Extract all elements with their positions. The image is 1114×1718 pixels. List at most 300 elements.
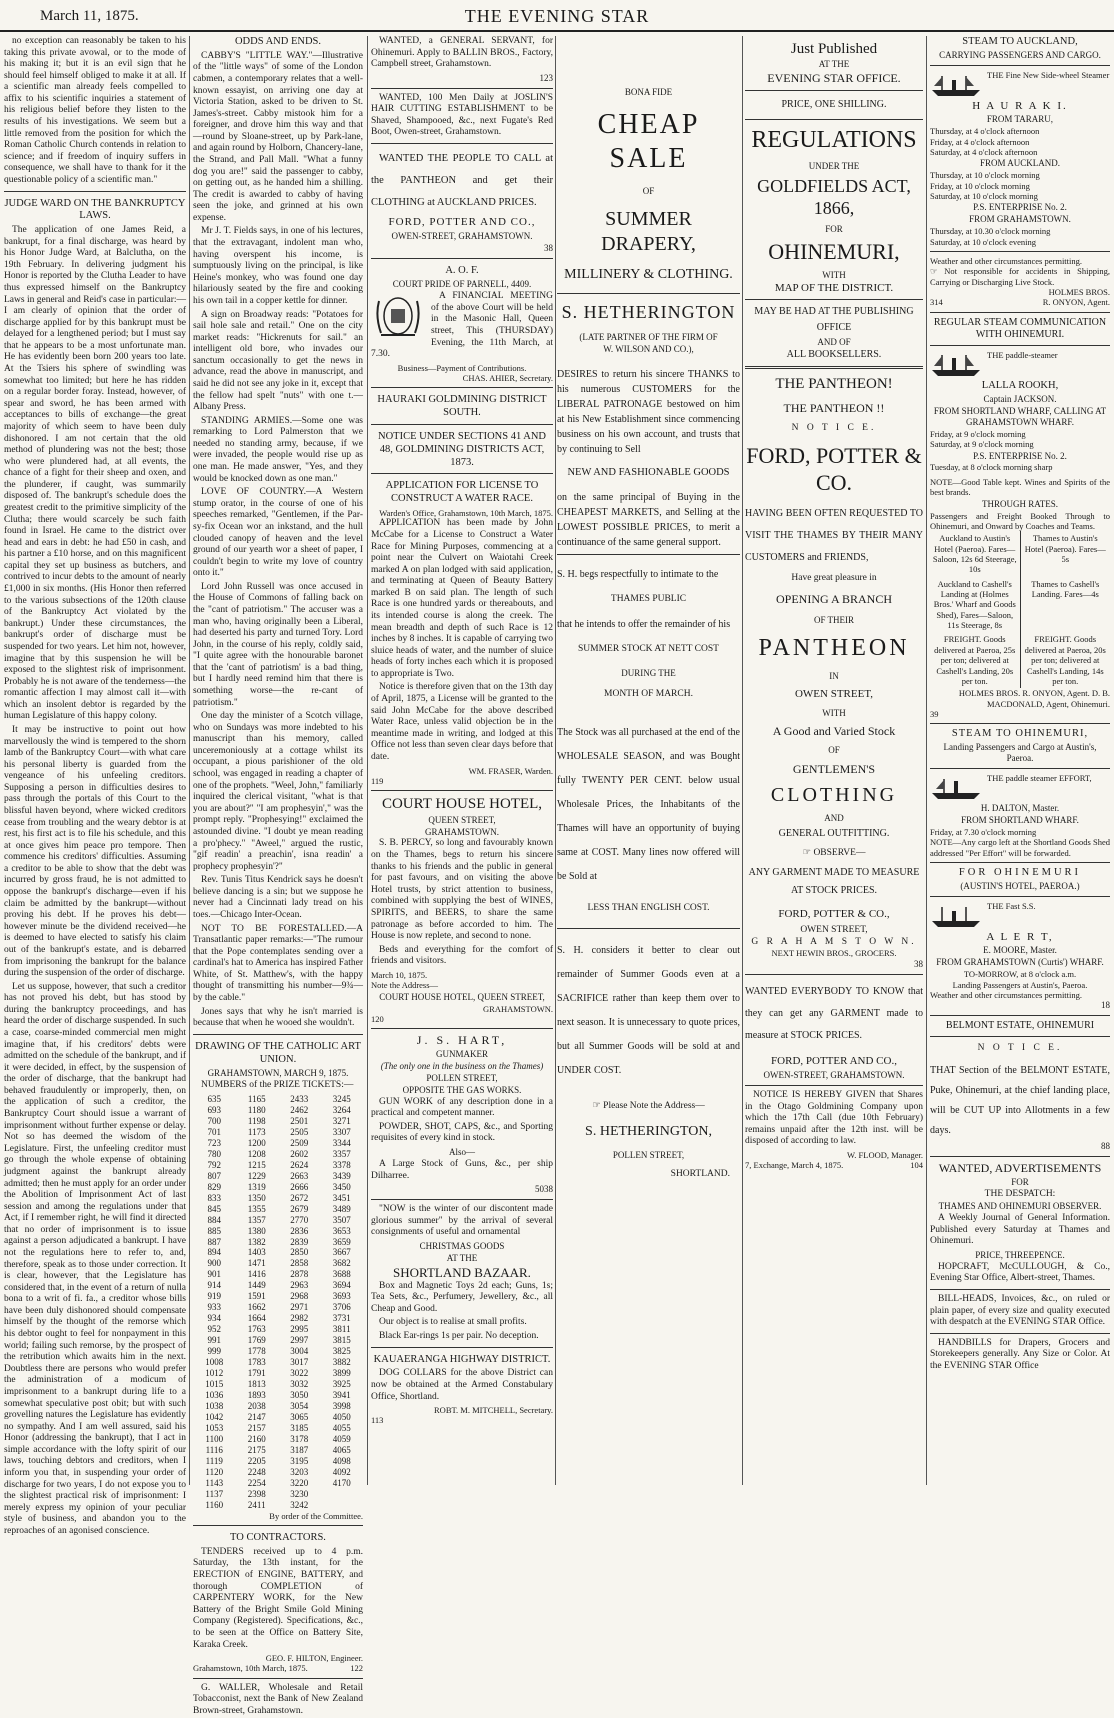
ticket-number: 1042 [205, 1412, 224, 1423]
and-label: AND [824, 813, 844, 824]
aof-heading: A. O. F. [445, 264, 479, 276]
time-11: Tuesday, at 8 o'clock morning sharp [930, 462, 1053, 473]
contractors-text: TENDERS received up to 4 p.m. Saturday, the 13th instant, for the ERECTION of ENGINE, BATTERY, and thorough COMPLETION of CARPENTERY WORK, for the New Battery of the Bright Smile Gold Mining Company (Registered). Specifications, &c., to be seen at the Office on Battery Site, Karaka Creek. [193, 1546, 363, 1650]
fare-a2: Auckland to Cashell's Landing at (Holmes Bros.' Wharf and Goods Shed), Fares—Saloon, 11s Steerage, 8s [933, 578, 1016, 631]
ticket-number: 845 [207, 1203, 221, 1214]
ticket-number: 1180 [247, 1104, 266, 1115]
hart-gun-work: GUN WORK of any description done in a practical and competent manner. [371, 1096, 553, 1119]
ticket-number: 3688 [332, 1269, 351, 1280]
ticket-number: 3882 [332, 1357, 351, 1368]
ticket-number: 1119 [205, 1455, 223, 1466]
court-house-number: 120 [371, 1013, 384, 1024]
hart-number: 5038 [535, 1184, 553, 1195]
great-pleasure: Have great pleasure in [791, 572, 877, 583]
otago-number: 104 [910, 1160, 923, 1171]
ticket-number: 2509 [290, 1137, 309, 1148]
ticket-row [193, 1401, 363, 1412]
ticket-row [193, 1094, 363, 1105]
ticket-row [193, 1215, 363, 1226]
fare-a1: Auckland to Austin's Hotel (Paeroa). Fares—Saloon, 12s 6d Steerage, 10s [932, 533, 1017, 575]
bazaar-object: Our object is to realise at small profits. [379, 1317, 527, 1328]
ticket-row [193, 1237, 363, 1248]
ticket-number: 3659 [332, 1236, 351, 1247]
column-5 [745, 36, 923, 1483]
ticket-number: 1200 [247, 1137, 266, 1148]
having-text: HAVING BEEN OFTEN REQUESTED TO VISIT THE THAMES BY THEIR MANY CUSTOMERS and FRIENDS, [745, 507, 923, 563]
ticket-number: 807 [207, 1170, 221, 1181]
ticket-number: 723 [207, 1137, 221, 1148]
ticket-row [193, 1434, 363, 1445]
ticket-row [193, 1127, 363, 1138]
ticket-number: 4055 [332, 1422, 351, 1433]
art-union-heading: DRAWING OF THE CATHOLIC ART UNION. [195, 1040, 361, 1065]
ticket-number: 3187 [290, 1444, 309, 1455]
odds-p7: One day the minister of a Scotch village, who on Sundays was more indebted to his manuscript than his memory, called unceremoniously at a cottage whilst its occupant, a pious parishioner of the old school, was engaged in reading a chapter of one of the prophets. "Weel, John," familiarly inquired the clerical visitant, "what is that you are about?" "I am prophesyin'," was the prompt reply. "Prophesying!" exclaimed the astounded divine. "I doubt ye mean reading a pro'phecy." "Aweel," argued the rustic, "gif readin' a preachin', isna readin' a prophecy prophesyin'?" [193, 711, 363, 872]
notice-sections-heading: NOTICE UNDER SECTIONS 41 AND 48, GOLDMINING DISTRICTS ACT, 1873. [378, 431, 546, 468]
steam-auckland: STEAM TO AUCKLAND, [962, 36, 1078, 47]
ticket-number: 3667 [332, 1247, 351, 1258]
note-address: ☞ Please Note the Address— [592, 1101, 705, 1112]
just-published: Just Published [790, 41, 878, 57]
paddle-steamer-icon [930, 352, 982, 378]
bankruptcy-p3: Let us suppose, however, that such a creditor has not proved his debt, but has stood by during the bankruptcy proceedings, and has heard the order of discharge suspended. In such a case, coarse-minded commercial men might imagine that, if his creditors' debts were admitted on the schedule of the bankrupt, and if it were decided, in effect, by the suspension of the order of discharge, that the bankrupt had behaved fraudulently or improperly, then, on the application of such a creditor, the Bankruptcy Court should issue a warrant of imprisonment without further expense or delay. Not so has deemed the wisdom of the Legislature. First, the unfeeling creditor must go through the whole expense of obtaining judgment against the bankrupt already admitted; then he must apply for an order under the Abolition of Imprisonment Act of last session and among the regulations under that Act, if I remember right, he will find it directed that no order of imprisonment is to issue against a person adjudicated a bankrupt. I have not the regulations here to refer to, and, therefore, speak as to those under correction. It is clear, however, that the Legislature has considered that, in the event of a return of nulla bona to a writ of fi. fa., a creditor whose bills have been duly dishonored should compensate himself by the thought of the remorse which his debtor ought to feel for nonpayment in this world; failing such remorse, by the prospect of the retribution which awaits him in the next. Doubtless there are persons who would prefer the administration of a modicum of imprisonment to a bankrupt during life to a somewhat speculative post obit; but with such grovelling natures the Legislature has evidently no sympathy. And I am well assured, said his Honor (addressing the bankrupt), that I act in simple accordance with the lofty spirit of our laws, touching debtors and creditors, when I inform you that, in suspending your order of discharge for two years, I do not expose you to the slightest practical risk of imprisonment: I merely express my opinion of your peculiar style of business, and abandon you to the reproaches of an agonised conscience. [4, 981, 186, 1536]
time-8: Saturday, at 10 o'clock evening [930, 236, 1037, 247]
ticket-number: 2254 [247, 1477, 266, 1488]
pointing-hand-icon: ☞ [802, 848, 814, 859]
ticket-row [193, 1456, 363, 1467]
grahamstown: G R A H A M S T O W N. [751, 936, 917, 947]
ticket-number: 1357 [247, 1214, 266, 1225]
hart-name: J. S. HART, [416, 1033, 508, 1048]
pointing-hand-icon: ☞ [592, 1101, 604, 1112]
opening-branch: OPENING A BRANCH [775, 592, 892, 607]
wanted-everybody: WANTED EVERYBODY TO KNOW that they can get any GARMENT made to measure at STOCK PRICES. [745, 985, 923, 1041]
owen-street-2: OWEN STREET, [800, 925, 868, 936]
ticket-number: 991 [207, 1335, 221, 1346]
ticket-number: 3230 [290, 1488, 309, 1499]
from-grahamstown: FROM GRAHAMSTOWN. [969, 214, 1071, 225]
ticket-row [193, 1247, 363, 1258]
hart-trade: GUNMAKER [435, 1048, 488, 1059]
odds-p2: Mr J. T. Fields says, in one of his lectures, that the extravagant, indolent man who, having overspent his income, is sumptuously living on the principal, is like Heine's monkey, who was found one day hilariously seated by the fire and cooking his own tail in a copper kettle for dinner. [193, 226, 363, 306]
shortland-bazaar: SHORTLAND BAZAAR. [393, 1264, 531, 1280]
with-label: WITH [822, 270, 846, 281]
bankruptcy-p2: It may be instructive to point out how marvellously the wind is tempered to the shorn lamb of the Bankruptcy Court—with what care his personal liberty is guarded from the vengeance of his unfeeling creditors. Supposing a person in difficulties desires to pass through the portals of this Court to the blissful haven beyond, where wicked creditors cease from troubling and the weary debtor is at rest, his first act is to file his schedule, and this at once gives him peace pro tempore. Then commence his creditors' difficulties. Assuming a creditor to be able to show that the debt was incurred by gross fraud, he is not admitted to oppose the bankrupt's discharge—even if his claim be admitted by the bankrupt—without proving his debt. If he proves his debt—however minute be the dividend received—he is deemed to have elected to satisfy his claim out of the bankrupt's estate, and is debarred from imprisoning the bankrupt for the balance during the suspension of the order of discharge. [4, 724, 186, 979]
intends-text: that he intends to offer the remainder of his [557, 619, 731, 631]
any-cargo: NOTE—Any cargo left at the Shortland Goods Shed addressed "Per Effort" will be forwarded. [930, 837, 1110, 858]
ohinemuri-title: OHINEMURI, [768, 239, 900, 265]
belmont-heading: BELMONT ESTATE, OHINEMURI [945, 1020, 1095, 1032]
ticket-number: 2997 [290, 1335, 309, 1346]
summer-stock: SUMMER STOCK AT NETT COST [578, 644, 719, 655]
ticket-number: 952 [207, 1324, 221, 1335]
dog-collars-text: DOG COLLARS for the above District can now be obtained at the Armed Constabulary Office, Shortland. [371, 1368, 553, 1402]
kaueranga-heading: KAUAERANGA HIGHWAY DISTRICT. [373, 1353, 551, 1365]
ticket-number: 887 [207, 1236, 221, 1247]
ticket-number: 1791 [247, 1368, 266, 1379]
bill-heads: BILL-HEADS, Invoices, &c., on ruled or plain paper, of every size and quality executed with despatch at the EVENING STAR Office. [930, 1294, 1110, 1328]
wanted-servant: WANTED, a GENERAL SERVANT, for Ohinemuri. Apply to BALLIN BROS., Factory, Campbell street, Grahamstown. [371, 36, 553, 70]
from-shortland-2: FROM SHORTLAND WHARF. [961, 815, 1079, 826]
ticket-number: 1160 [205, 1499, 224, 1510]
ticket-row [193, 1489, 363, 1500]
ticket-number: 2850 [290, 1247, 309, 1258]
ticket-row [193, 1423, 363, 1434]
ticket-number: 934 [207, 1313, 221, 1324]
hart-only: (The only one in the business on the Thames) [380, 1060, 544, 1071]
cheap-sale: CHEAP SALE [597, 108, 700, 175]
ticket-number: 2501 [290, 1115, 309, 1126]
ticket-number: 792 [207, 1159, 221, 1170]
from-tararu: FROM TARARU, [986, 114, 1054, 125]
ticket-row [193, 1478, 363, 1489]
of-their: OF THEIR [813, 614, 855, 625]
landing-passengers: Landing Passengers and Cargo at Austin's, Paeroa. [943, 742, 1097, 764]
bazaar-earrings: Black Ear-rings 1s per pair. No deception. [379, 1331, 539, 1341]
hart-stock: A Large Stock of Guns, &c., per ship Dilharree. [371, 1159, 553, 1181]
ticket-number: 2995 [290, 1324, 309, 1335]
warden-sign: WM. FRASER, Warden. [468, 765, 553, 776]
ticket-number: 1015 [205, 1379, 224, 1390]
time-7: Thursday, at 10.30 o'clock morning [930, 226, 1051, 237]
court-house-street: QUEEN STREET, [428, 814, 496, 825]
ticket-number: 999 [207, 1346, 221, 1357]
ticket-row [193, 1467, 363, 1478]
ticket-number: 2147 [247, 1412, 266, 1423]
court-crest-icon [371, 291, 425, 341]
ticket-number: 1036 [205, 1390, 224, 1401]
ticket-number: 1778 [247, 1346, 266, 1357]
ticket-number: 1403 [247, 1247, 266, 1258]
pantheon-2: THE PANTHEON !! [783, 400, 885, 415]
month-of-march: MONTH OF MARCH. [604, 688, 693, 699]
map-of-district: MAP OF THE DISTRICT. [774, 281, 894, 294]
ticket-number: 3815 [332, 1335, 351, 1346]
ticket-number: 884 [207, 1214, 221, 1225]
ticket-row [193, 1138, 363, 1149]
summer-drapery: SUMMER DRAPERY, [601, 208, 696, 255]
next-hewin: NEXT HEWIN BROS., GROCERS. [771, 948, 897, 959]
ticket-number: 2462 [290, 1104, 309, 1115]
ticket-row [193, 1445, 363, 1456]
ticket-number: 2663 [290, 1170, 309, 1181]
ticket-number: 1215 [247, 1159, 266, 1170]
late-partner: (LATE PARTNER OF THE FIRM OF [579, 332, 718, 343]
less-than-cost: LESS THAN ENGLISH COST. [587, 902, 710, 913]
court-house-town: GRAHAMSTOWN. [424, 826, 500, 837]
aof-sign: CHAS. AHIER, Secretary. [462, 373, 553, 384]
ticket-number: 4092 [332, 1466, 351, 1477]
ticket-row [193, 1313, 363, 1324]
wanted-men: WANTED, 100 Men Daily at JOSLIN'S HAIR CUTTING ESTABLISHMENT to be Shaved, Shampooed, &c., next Fugate's Red Boot, Owen-street, Grahamstown. [371, 92, 553, 138]
ticket-number: 1449 [247, 1280, 266, 1291]
ticket-number: 1008 [205, 1357, 224, 1368]
ticket-number: 3203 [290, 1466, 309, 1477]
ticket-number: 700 [207, 1115, 221, 1126]
ticket-row [193, 1149, 363, 1160]
ticket-number: 3050 [290, 1390, 309, 1401]
hetherington-name: S. HETHERINGTON [561, 302, 736, 323]
time-5: Friday, at 10 o'clock morning [930, 180, 1030, 191]
pantheon-notice: N O T I C E. [791, 423, 877, 434]
through-text: Passengers and Freight Booked Through to Ohinemuri, and Onward by Coaches and Teams. [930, 510, 1110, 531]
court-house-heading: COURT HOUSE HOTEL, [381, 796, 543, 813]
pointing-hand-icon: ☞ [930, 266, 945, 277]
ticket-number: 919 [207, 1291, 221, 1302]
exchange-date: 7, Exchange, March 4, 1875. [745, 1160, 844, 1171]
aof-meeting: A FINANCIAL MEETING of the above Court will be held in the Masonic Hall, Queen street, This (THURSDAY) Evening, the 11th March, at 7.30. [371, 291, 553, 360]
ticket-number: 3357 [332, 1148, 351, 1159]
for-label: FOR [825, 224, 843, 235]
christmas-goods: CHRISTMAS GOODS [419, 1240, 505, 1251]
odds-p10: Jones says that why he isn't married is because that when he wooed she wouldn't. [193, 1006, 363, 1029]
ticket-number: 2770 [290, 1214, 309, 1225]
ticket-number: 2971 [290, 1302, 309, 1313]
column-2 [193, 36, 363, 1716]
ticket-number: 3032 [290, 1379, 309, 1390]
ticket-number: 701 [207, 1126, 221, 1137]
ticket-number: 3825 [332, 1346, 351, 1357]
shortland-footer: SHORTLAND. [670, 1168, 730, 1179]
new-side-wheel: THE Fine New Side-wheel Steamer [987, 69, 1110, 80]
ticket-row [193, 1280, 363, 1291]
regulations: REGULATIONS [751, 127, 917, 154]
pantheon-1: THE PANTHEON! [775, 375, 893, 392]
ticket-number: 2205 [247, 1455, 266, 1466]
ticket-number: 3653 [332, 1225, 351, 1236]
belmont-text: THAT Section of the BELMONT ESTATE, Puke, Ohinemuri, at the chief landing place, will be CUT UP into Allotments in a few days. [930, 1065, 1110, 1137]
ticket-number: 894 [207, 1247, 221, 1258]
ticket-number: 2839 [290, 1236, 309, 1247]
ticket-number: 1350 [247, 1192, 266, 1203]
ticket-number: 933 [207, 1302, 221, 1313]
ticket-row [193, 1226, 363, 1237]
ticket-number: 2982 [290, 1313, 309, 1324]
number-39: 39 [930, 709, 939, 719]
ticket-number: 3731 [332, 1313, 351, 1324]
thames-observer: THAMES AND OHINEMURI OBSERVER. [938, 1201, 1102, 1212]
ticket-number: 1137 [205, 1488, 224, 1499]
observe: ☞ OBSERVE— [802, 848, 866, 859]
time-3: Saturday, at 4 o'clock afternoon [930, 146, 1038, 157]
ticket-number: 3507 [332, 1214, 351, 1225]
gentlemens: GENTLEMEN'S [792, 762, 876, 777]
ticket-number: 3185 [290, 1422, 309, 1433]
ticket-number: 3693 [332, 1291, 351, 1302]
steam-ohinemuri: STEAM TO OHINEMURI, [951, 728, 1089, 740]
ticket-number: 914 [207, 1280, 221, 1291]
ticket-number: 3022 [290, 1368, 309, 1379]
court-house-text: S. B. PERCY, so long and favourably known on the Thames, begs to return his sincere thanks to his friends and the public in general for past favours, and on visiting the above Hotel trusts, by strict attention to business, combined with supplying the best of WINES, SPIRITS, and BEERS, to share the same patronage as before accorded to him. The House is now replete, and second to none. [371, 838, 553, 942]
effort: THE paddle steamer EFFORT, [987, 773, 1092, 784]
ticket-number: 829 [207, 1181, 221, 1192]
ticket-number: 3899 [332, 1368, 351, 1379]
fare-b2: Thames to Cashell's Landing. Fares—4s [1020, 577, 1110, 633]
ticket-number: 693 [207, 1104, 221, 1115]
ticket-number: 885 [207, 1225, 221, 1236]
belmont-notice: N O T I C E. [977, 1043, 1063, 1054]
court-house-address: COURT HOUSE HOTEL, QUEEN STREET, [379, 991, 545, 1002]
ticket-number: 3694 [332, 1280, 351, 1291]
of-label-2: OF [828, 745, 840, 756]
winter-text: "NOW is the winter of our discontent made glorious summer" by the arrival of several consignments of useful and ornamental [371, 1204, 553, 1238]
austins-hotel: (AUSTIN'S HOTEL, PAEROA.) [960, 880, 1080, 891]
ticket-number: 3489 [332, 1203, 351, 1214]
column-4 [557, 36, 740, 1483]
steamer-icon [930, 72, 982, 98]
time-2: Friday, at 4 o'clock afternoon [930, 136, 1030, 147]
fpc-name: FORD, POTTER AND CO., [388, 216, 536, 229]
column-6 [930, 36, 1110, 1483]
general-outfitting: GENERAL OUTFITTING. [778, 828, 890, 840]
ticket-number: 3271 [332, 1115, 351, 1126]
ticket-number: 3811 [332, 1324, 351, 1335]
at-the-office: AT THE [818, 59, 850, 70]
ticket-number: 1229 [247, 1170, 266, 1181]
prize-ticket-table [193, 1094, 363, 1511]
time-9: Friday, at 9 o'clock morning [930, 428, 1026, 439]
fare-b1: Thames to Austin's Hotel (Paeroa). Fares—5s [1020, 531, 1110, 576]
ticket-number: 1591 [247, 1291, 266, 1302]
from-shortland: FROM SHORTLAND WHARF, CALLING AT GRAHAMSTOWN WHARF. [933, 405, 1107, 427]
not-responsible: ☞ Not responsible for accidents in Shipping, Carrying or Discharging Live Stock. [930, 266, 1110, 287]
moore: E. MOORE, Master. [983, 945, 1057, 956]
lalla-rookh: LALLA ROOKH, [981, 380, 1059, 392]
from-auckland: FROM AUCKLAND. [979, 158, 1060, 169]
bankruptcy-p1: The application of one James Reid, a bankrupt, for a final discharge, was heard by his Honor Judge Ward, at Balclutha, on the 19th February. In delivering judgment his Honor is reported by the Clutha Leader to have thus expressed himself on the Bankruptcy Laws in general and Reid's case in particular:—I am clearly of opinion that the order of discharge applied for by this bankrupt must be delayed for a lengthened period; but I must say that he appears to be a most unfortunate man. He has evidently been born 200 years too late. At the Tsiers his sphere of swindling was somewhat too limited; but here he has ridden on a regular border foray. Instead, however, of spear and sword, he has been armed with acceptances to bills of exchange—the great majority of which seem to have been duly dishonored. I am not certain that the old method of plundering was not the best; those who were plundered had, at all events, the chance of a fight for their sheep and oxen, and the plunderer, if caught, was summarily disposed of. The bankrupt's schedule does the greatest credit to the primitive simplicity of the Clutha; there would scarcely be such faith found in Israel. He came to the district over head and ears in debt: he had £50 in cash, and his partner a £10 horse, and on this magnificent capital they set up business as butchers, and contrived to incur debts to the amount of nearly £1,000 in six months. (His Honor then referred to the various subsections of the 120th clause of the Bankruptcy Act violated by the bankrupt.) Under these circumstances, the bankrupt's order of discharge must be suspended for two years. Let him not, however, imagine that by this suspension he will be exposed to the slightest risk of imprisonment. Probably he is not aware of the tenderness—the romantic affection I may almost call it—with which an insolent debtor is regarded by the human Legislature of this happy colony. [4, 225, 186, 722]
desires-text: DESIRES to return his sincere THANKS to his numerous CUSTOMERS for the LIBERAL PATRONAGE bestowed on him at his New Establishment since commencing business on his own account, and trusts that by continuing to Sell [557, 369, 740, 455]
ticket-number: 900 [207, 1258, 221, 1269]
price-threepence: PRICE, THREEPENCE. [975, 1249, 1065, 1260]
ticket-number: 1769 [247, 1335, 266, 1346]
ticket-number: 2672 [290, 1192, 309, 1203]
ticket-row [193, 1324, 363, 1335]
effort-steamer-icon [930, 775, 982, 801]
weather-permitting-2: Weather and other circumstances permitting. [930, 989, 1083, 1000]
ticket-number: 1143 [205, 1477, 224, 1488]
fpc-name-2: FORD, POTTER & CO., [778, 907, 890, 920]
ticket-row [193, 1269, 363, 1280]
water-race-text: APPLICATION has been made by John McCabe for a License to Construct a Water Race for Mining Purposes, commencing at a point near the Culvert on Waiotahi Creek marked A on plan lodged with said application, and terminating at Queen of Beauty Battery marked B on said plan. The length of such Race is one hundred yards or thereabouts, and its intended course is along the creek. The mean breadth and depth of such Race is 12 inches by 8 inches. It is capable of carrying two sluice heads of water, and the number of sluice heads of forty inches each which it is proposed to appropriate is Two. [371, 518, 553, 679]
ticket-number: 3998 [332, 1401, 351, 1412]
ticket-number: 3242 [290, 1499, 309, 1510]
fpc-address: OWEN-STREET, GRAHAMSTOWN. [391, 230, 533, 241]
ticket-row [193, 1204, 363, 1215]
court-house-beds: Beds and everything for the comfort of friends and visitors. [371, 944, 553, 967]
number-18: 18 [1101, 1000, 1110, 1011]
court-name: COURT PRIDE OF PARNELL, 4409. [392, 279, 532, 290]
handbills: HANDBILLS for Drapers, Grocers and Storekeepers generally. Any Size or Color. At the EVENING STAR Office [930, 1337, 1110, 1371]
time-10: Saturday, at 9 o'clock morning [930, 439, 1034, 450]
contractors-number: 122 [350, 1663, 363, 1674]
time-12: Friday, at 7.30 o'clock morning [930, 827, 1037, 838]
for-label-6: FOR [1011, 1176, 1029, 1187]
odds-p1: CABBY'S "LITTLE WAY."—Illustrative of the "little ways" of some of the London cabmen, a contemporary relates that a well-known essayist, on arriving one day at Victoria Station, asked to be driven to St. James's-street. Cabby mistook him for a foreigner, and drove him this way and that—round by Sloane-street, up by Park-lane, and again round by Holborn, Chancery-lane, the Strand, and Pall Mall. "What a funny dog you are!" said the passenger to cabby, on getting out, as he handed him a shilling. The credit is awarded to cabby of having seen the joke, and grinned at his own expense. [193, 50, 363, 223]
weather-permitting: Weather and other circumstances permitting. [930, 255, 1083, 266]
newspaper-title: THE EVENING STAR [464, 6, 650, 26]
ticket-number: 1120 [205, 1466, 224, 1477]
column-1 [4, 36, 186, 1536]
odds-heading: ODDS AND ENDS. [234, 36, 322, 47]
aof-business: Business—Payment of Contributions. [397, 362, 527, 373]
ticket-row [193, 1368, 363, 1379]
ticket-number: 3307 [332, 1126, 351, 1137]
ticket-number: 1100 [205, 1433, 224, 1444]
ticket-number: 833 [207, 1192, 221, 1203]
fpc-number: 38 [544, 242, 553, 253]
odds-p6: Lord John Russell was once accused in the House of Commons of falling back on the "cant of patriotism." The accuser was a man who, having originally been a Liberal, had deserted his party and turned Tory. Lord John, in the course of his reply, coldly said, "I quite agree with the honourable baronet that the 'cant of patriotism' is a bad thing, but I hardly need remind him that there is something worse—the re-cant of patriotism." [193, 581, 363, 708]
ticket-number: 1038 [205, 1401, 224, 1412]
ticket-number: 3378 [332, 1159, 351, 1170]
through-rates: THROUGH RATES. [981, 498, 1058, 509]
dalton: H. DALTON, Master. [980, 803, 1060, 814]
ticket-number: 1763 [247, 1324, 266, 1335]
ticket-number: 2858 [290, 1258, 309, 1269]
ticket-number [321, 1489, 364, 1500]
ticket-number: 1664 [247, 1313, 266, 1324]
ticket-number: 2175 [247, 1444, 266, 1455]
number-88: 88 [1101, 1141, 1110, 1152]
odds-p4: STANDING ARMIES.—Some one was remarking to Lord Palmerston that we needed no standing army, because, if we were invaded, the people would rise up as one man. He made answer, "Yes, and they would be knocked down as one man." [193, 415, 363, 484]
dog-collars-number: 113 [371, 1415, 384, 1426]
article-intro: no exception can reasonably be taken to his taking this private avowal, or to the mode of his making it; but it is an evil sign that he should feel himself obliged to make it at all. If a scientific man already feels compelled to affix to his scientific inquiries a statement of his religious belief before they listen to the results of his investigations. We seem but a little removed from the position for which the Roman Catholic Church contends in relation to science; and if freedom of inquiry suffers in consequence, we shall have to thank for it the questionable policy of a scientific man." [4, 36, 186, 185]
court-house-note: Note the Address— [371, 980, 439, 991]
stock-text: The Stock was all purchased at the end of the WHOLESALE SEASON, and was Bought fully TWENTY PER CENT. below usual Wholesale Prices, the Inhabitants of the Thames will have an opportunity of buying same at COST. Many lines now offered will be Sold at [557, 726, 740, 882]
thames-public: THAMES PUBLIC [610, 593, 687, 604]
issue-date: March 11, 1875. [40, 8, 139, 24]
ticket-number: 1783 [247, 1357, 266, 1368]
ticket-number: 4065 [332, 1444, 351, 1455]
captain: Captain JACKSON. [983, 393, 1057, 404]
any-garment: ANY GARMENT MADE TO MEASURE AT STOCK PRICES. [748, 866, 920, 896]
ticket-number: 3264 [332, 1104, 351, 1115]
ticket-number: 3682 [332, 1258, 351, 1269]
hart-opposite: OPPOSITE THE GAS WORKS. [402, 1084, 522, 1095]
contractors-date: Grahamstown, 10th March, 1875. [193, 1663, 308, 1674]
ticket-number: 2666 [290, 1181, 309, 1192]
art-union-footer: By order of the Committee. [269, 1510, 363, 1521]
ticket-number: 2160 [247, 1433, 266, 1444]
ticket-number: 1355 [247, 1203, 266, 1214]
art-union-intro: NUMBERS of the PRIZE TICKETS:— [201, 1080, 354, 1091]
water-race-text2: Notice is therefore given that on the 13th day of April, 1875, a License will be granted to the said John McCabe for the above described Water Race, unless valid objection be in the meantime made in writing, and lodged at this Office not less than seven clear days before that date. [371, 682, 553, 762]
weekly-journal: A Weekly Journal of General Information. Published every Saturday at Thames and Ohinemuri. [930, 1213, 1110, 1247]
ticket-row [193, 1160, 363, 1171]
pollen-street: POLLEN STREET, [612, 1149, 685, 1160]
ticket-number: 4098 [332, 1455, 351, 1466]
ticket-row [193, 1390, 363, 1401]
considers-text: S. H. considers it better to clear out remainder of Summer Goods even at a SACRIFICE rather than keep them over to next season. It is unnecessary to quote prices, but all Summer Goods will be sold at and UNDER COST. [557, 945, 740, 1077]
water-race-number: 119 [371, 775, 384, 786]
ticket-number: 1380 [247, 1225, 266, 1236]
with-label-2: WITH [822, 707, 846, 718]
ticket-number: 3451 [332, 1192, 351, 1203]
pantheon-3: PANTHEON [758, 634, 910, 661]
owen-street: OWEN STREET, [794, 688, 873, 701]
odds-p3: A sign on Broadway reads: "Potatoes for sail hole sale and retail." One on the city market reads: "Hickrenuts for sail." an intelligent old bore, who invades our sanctum occasionally to get the news in advance, read the above in manuscript, and said he did not see any joke in it, except that the fellow had spelt "nuts" with one t.—Albany Press. [193, 309, 363, 413]
time-6: Saturday, at 10 o'clock morning [930, 190, 1038, 201]
fast-ss: THE Fast S.S. [987, 900, 1036, 911]
ticket-row [193, 1116, 363, 1127]
fpc-name-3: FORD, POTTER AND CO., [771, 1054, 897, 1067]
and-of: AND OF [817, 337, 851, 348]
ticket-number: 3054 [290, 1401, 309, 1412]
fpc-number-2: 38 [914, 958, 923, 969]
ticket-number: 1173 [247, 1126, 266, 1137]
ticket-row [193, 1379, 363, 1390]
the-despatch: THE DESPATCH: [984, 1188, 1056, 1199]
bazaar-text: Box and Magnetic Toys 2d each; Guns, 1s; Tea Sets, &c., Perfumery, Jewellery, &c., all Cheap and Good. [371, 1280, 553, 1314]
